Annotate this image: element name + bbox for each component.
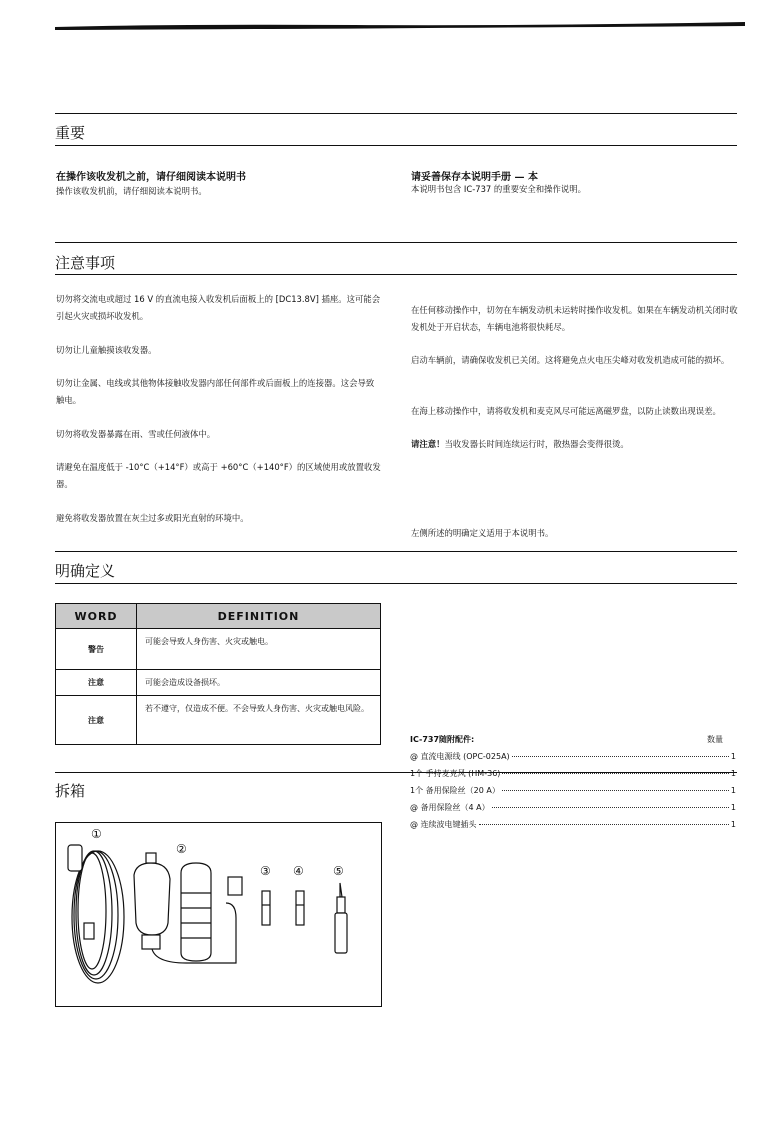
precaution-right-4: 请注意！当收发器长时间连续运行时，散热器会变得很烫。 xyxy=(411,439,629,449)
precaution-left-1: 切勿将交流电或超过 16 V 的直流电接入收发机后面板上的 [DC13.8V] 插座。这可能会引起火灾或损坏收发机。 xyxy=(56,294,381,321)
key-plug-icon xyxy=(335,883,347,953)
precaution-left-6: 避免将收发器放置在灰尘过多或阳光直射的环境中。 xyxy=(56,513,249,523)
word-cell: 注意 xyxy=(56,670,137,696)
header-brush-stroke xyxy=(55,18,745,34)
warning-strong: 请注意！ xyxy=(411,439,445,449)
figure-label-3: ③ xyxy=(260,864,271,878)
rule xyxy=(55,145,737,146)
list-item: @ 直流电源线 (OPC-025A) 1 xyxy=(410,752,736,761)
precaution-right-2: 启动车辆前，请确保收发机已关闭。这将避免点火电压尖峰对收发机造成可能的损坏。 xyxy=(411,355,730,365)
definition-cell: 若不遵守，仅造成不便。不会导致人身伤害、火灾或触电风险。 xyxy=(137,696,381,745)
definitions-table xyxy=(55,603,381,745)
precaution-left-2: 切勿让儿童触摸该收发器。 xyxy=(56,345,157,355)
figure-label-2: ② xyxy=(176,842,187,856)
precaution-left-3: 切勿让金属、电线或其他物体接触收发器内部任何部件或后面板上的连接器。这会导致触电。 xyxy=(56,378,375,405)
list-item: @ 备用保险丝（4 A） 1 xyxy=(410,803,736,812)
section-title-unpacking: 拆箱 xyxy=(55,782,86,800)
precaution-right-3: 在海上移动操作中，请将收发机和麦克风尽可能远离磁罗盘，以防止读数出现误差。 xyxy=(411,406,721,416)
accessories-figure xyxy=(55,822,382,1007)
precaution-left-5: 请避免在温度低于 -10°C（+14°F）或高于 +60°C（+140°F）的区域使用或放置收发器。 xyxy=(56,462,381,489)
col-header-word: WORD xyxy=(56,604,137,629)
important-right-title: 请妥善保存本说明手册 — 本 xyxy=(411,172,538,183)
definition-cell: 可能会导致人身伤害、火灾或触电。 xyxy=(137,629,381,670)
important-left-text: 操作该收发机前，请仔细阅读本说明书。 xyxy=(56,186,207,196)
rule xyxy=(55,583,737,584)
definition-cell: 可能会造成设备损坏。 xyxy=(137,670,381,696)
table-row xyxy=(56,629,381,670)
dc-cable-icon xyxy=(68,845,124,983)
section-title-definitions: 明确定义 xyxy=(55,562,116,580)
section-title-precautions: 注意事项 xyxy=(55,254,116,272)
definitions-note: 左侧所述的明确定义适用于本说明书。 xyxy=(411,528,554,538)
important-right-text: 本说明书包含 IC-737 的重要安全和操作说明。 xyxy=(411,184,587,194)
precaution-right-1: 在任何移动操作中，切勿在车辆发动机未运转时操作收发机。如果在车辆发动机关闭时收发机处于开启状态，车辆电池将很快耗尽。 xyxy=(411,305,738,332)
list-item: @ 连续波电键插头 1 xyxy=(410,820,736,829)
accessories-illustration xyxy=(56,823,381,1006)
figure-label-5: ⑤ xyxy=(333,864,344,878)
rule xyxy=(55,113,737,114)
col-header-definition: DEFINITION xyxy=(137,604,381,629)
clipped-text xyxy=(411,270,711,276)
microphone-icon xyxy=(134,853,242,963)
important-left-title: 在操作该收发机之前，请仔细阅读本说明书 xyxy=(56,172,246,183)
rule xyxy=(55,242,737,243)
figure-label-4: ④ xyxy=(293,864,304,878)
section-title-important: 重要 xyxy=(55,124,86,142)
table-row xyxy=(56,670,381,696)
list-item: 1个 备用保险丝（20 A） 1 xyxy=(410,786,736,795)
accessories-title: IC-737随附配件: xyxy=(410,735,475,744)
precaution-left-4: 切勿将收发器暴露在雨、雪或任何液体中。 xyxy=(56,429,216,439)
word-cell: 警告 xyxy=(56,629,137,670)
fuse-icon xyxy=(262,891,304,925)
accessories-qty-header: 数量 xyxy=(707,735,723,744)
figure-label-1: ① xyxy=(91,827,102,841)
rule xyxy=(55,551,737,552)
table-row xyxy=(56,696,381,745)
word-cell: 注意 xyxy=(56,696,137,745)
list-item: 1个 手持麦克风 (HM-36) 1 xyxy=(410,769,736,778)
